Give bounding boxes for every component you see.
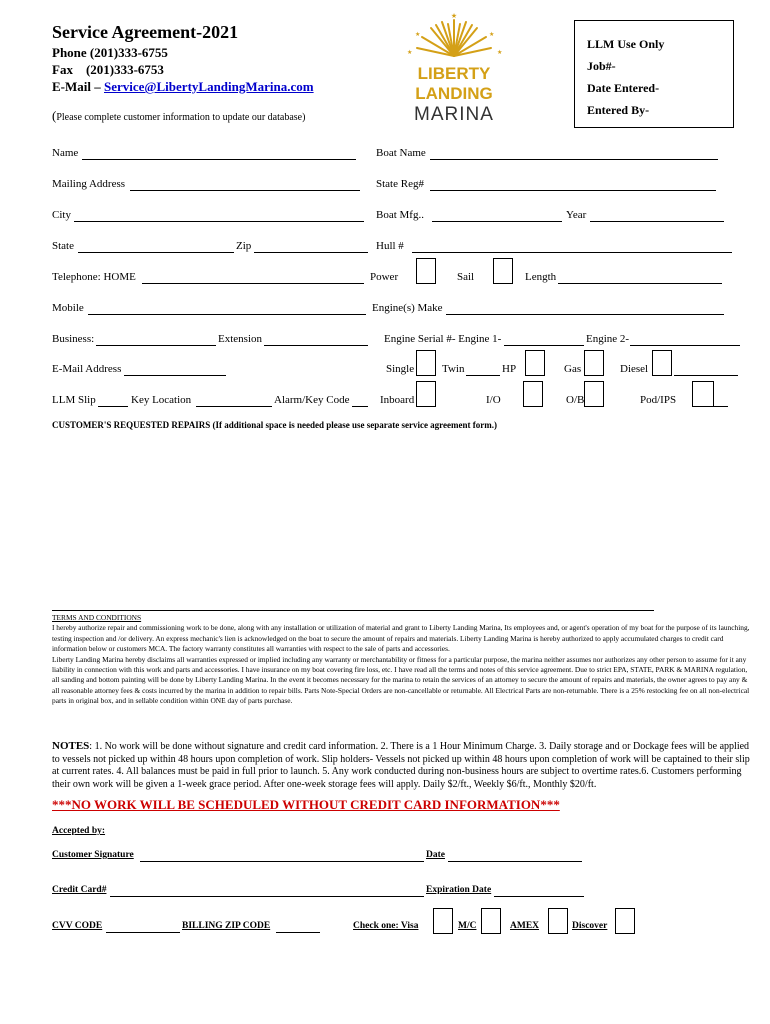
notes-label: NOTES (52, 740, 90, 752)
engine-serial-1-field[interactable] (504, 345, 584, 346)
inboard-label: Inboard (380, 394, 415, 406)
city-label: City (52, 209, 71, 221)
extension-label: Extension (218, 333, 262, 345)
mobile-field[interactable] (88, 314, 366, 315)
sunburst-logo-icon (395, 12, 513, 130)
requested-repairs-area[interactable] (52, 436, 732, 606)
customer-signature-field[interactable] (140, 861, 424, 862)
state-field[interactable] (78, 252, 234, 253)
state-reg-label: State Reg# (376, 178, 424, 190)
business-label: Business: (52, 333, 95, 345)
billing-zip-field[interactable] (276, 932, 320, 933)
amex-label: AMEX (510, 921, 540, 931)
billing-zip-label: BILLING ZIP CODE (182, 921, 271, 931)
terms-body-2: Liberty Landing Marina hereby disclaims all warranties expressed or implied including any warranty or merchantability or fitness for a particular purpose, the marina neither assumes nor authorizes any other person to assume for it any liability in connection with this work and parts and accessories. I have insurance on my boat covering fire loss, etc. I have read all the terms and notes of this service agreement. Due to strict EPA, STATE, PARK & MARINA regulation, all sanding and bottom painting will be done by Liberty Landing Marina. In the event it becomes necessary for the marina to retain the services of an attorney to secure the amount of repairs and materials, the owner agrees to pay any & all reasonable attorney fees & costs incurred by the marina in addition to repair bills. Parts Note-Special Orders are non-cancellable or returnable. All Electrical Parts are non-returnable. There is a 25% restocking fee on all non-electrical parts in original box, and in sellable condition within ONE day of parts purchase. (52, 654, 750, 706)
llm-slip-label: LLM Slip (52, 394, 96, 406)
engines-make-label: Engine(s) Make (372, 302, 443, 314)
liberty-landing-marina-logo (395, 12, 513, 130)
cvv-label: CVV CODE (52, 921, 103, 931)
alarm-code-field[interactable] (352, 406, 368, 407)
svg-text:★: ★ (497, 50, 503, 56)
notes-block (52, 740, 752, 791)
engine-serial-1-label: Engine Serial #- Engine 1- (384, 333, 502, 345)
check-one-visa-label: Check one: Visa (353, 921, 419, 931)
mc-checkbox[interactable] (481, 908, 501, 934)
inboard-checkbox[interactable] (416, 381, 436, 407)
state-reg-field[interactable] (430, 190, 716, 191)
io-label: I/O (486, 394, 501, 406)
mailing-label: Mailing Address (52, 178, 126, 190)
terms-block (52, 613, 752, 707)
hp-checkbox[interactable] (525, 350, 545, 376)
expiration-date-field[interactable] (494, 896, 584, 897)
length-label: Length (525, 271, 557, 283)
year-field[interactable] (590, 221, 724, 222)
boat-name-label: Boat Name (376, 147, 426, 159)
expiration-date-label: Expiration Date (426, 885, 492, 895)
page-title: Service Agreement-2021 (52, 22, 239, 42)
contact-block (52, 44, 314, 95)
ob-checkbox[interactable] (584, 381, 604, 407)
requested-repairs-heading: CUSTOMER'S REQUESTED REPAIRS (If additional space is needed please use separate service agreement form.) (52, 420, 497, 430)
engines-make-field[interactable] (446, 314, 724, 315)
length-field[interactable] (558, 283, 722, 284)
twin-label: Twin (442, 363, 465, 375)
phone-number: Phone (201)333-6755 (52, 45, 168, 60)
credit-card-label: Credit Card# (52, 885, 107, 895)
logo-line2: LANDING (415, 84, 493, 103)
repairs-separator-line (52, 610, 654, 611)
io-checkbox[interactable] (523, 381, 543, 407)
telephone-label: Telephone: HOME (52, 271, 136, 283)
zip-label: Zip (236, 240, 252, 252)
name-field[interactable] (82, 159, 356, 160)
pod-ips-label: Pod/IPS (640, 394, 677, 406)
business-field[interactable] (96, 345, 216, 346)
single-label: Single (386, 363, 415, 375)
gas-checkbox[interactable] (584, 350, 604, 376)
office-entered-by: Entered By- (587, 103, 650, 117)
year-label: Year (566, 209, 587, 221)
fax-number: Fax (201)333-6753 (52, 62, 164, 77)
power-checkbox[interactable] (416, 258, 436, 284)
customer-signature-label: Customer Signature (52, 850, 134, 860)
gas-label: Gas (564, 363, 582, 375)
discover-label: Discover (572, 921, 608, 931)
office-date-entered: Date Entered- (587, 81, 660, 95)
database-note: (Please complete customer information to update our database) (52, 108, 306, 123)
visa-checkbox[interactable] (433, 908, 453, 934)
credit-card-warning: ***NO WORK WILL BE SCHEDULED WITHOUT CREDIT CARD INFORMATION*** (52, 797, 560, 812)
zip-field[interactable] (254, 252, 368, 253)
discover-checkbox[interactable] (615, 908, 635, 934)
alarm-code-label: Alarm/Key Code (274, 394, 350, 406)
mobile-label: Mobile (52, 302, 84, 314)
mailing-field[interactable] (130, 190, 360, 191)
logo-line3: MARINA (414, 104, 494, 125)
notes-text: : 1. No work will be done without signature and credit card information. 2. There is a 1 Hour Minimum Charge. 3. Daily storage and or Dockage fees will be applied to vessels not picked up within 48 hours upon completion of work. Slip holders- Vessels not picked up within 48 hours upon completion of work will be captained to their slip at current rates. 4. All balances must be paid in full prior to launch. 5. Any work conducted during non-business hours are subject to overtime rates.6. Customers performing their own work will be given a 1-week grace period. After one-week storage fees will apply. Daily $2/ft., Weekly $6/ft., Monthly $20/ft. (52, 741, 750, 790)
engine-2-field[interactable] (630, 345, 740, 346)
logo-line1: LIBERTY (417, 64, 491, 83)
engine-2-label: Engine 2- (586, 333, 630, 345)
email-line: E-Mail – Service@LibertyLandingMarina.com (52, 79, 314, 94)
email-address-field[interactable] (124, 375, 226, 376)
extension-field[interactable] (264, 345, 368, 346)
key-location-label: Key Location (131, 394, 192, 406)
amex-checkbox[interactable] (548, 908, 568, 934)
accepted-by-label: Accepted by: (52, 826, 106, 836)
hp-label: HP (502, 363, 517, 375)
email-address-label: E-Mail Address (52, 363, 122, 375)
state-label: State (52, 240, 74, 252)
diesel-checkbox[interactable] (652, 350, 672, 376)
svg-text:★: ★ (407, 50, 413, 56)
key-location-field[interactable] (196, 406, 272, 407)
single-checkbox[interactable] (416, 350, 436, 376)
office-use-box (574, 20, 734, 128)
svg-text:★: ★ (415, 32, 421, 38)
twin-field[interactable] (466, 375, 500, 376)
diesel-field[interactable] (674, 375, 738, 376)
city-field[interactable] (74, 221, 364, 222)
cvv-field[interactable] (106, 932, 180, 933)
office-heading: LLM Use Only (587, 37, 665, 51)
svg-text:★: ★ (450, 12, 458, 20)
boat-mfg-label: Boat Mfg.. (376, 209, 424, 221)
credit-card-field[interactable] (110, 896, 424, 897)
ob-label: O/B (566, 394, 585, 406)
terms-heading: TERMS AND CONDITIONS (52, 613, 142, 622)
office-job: Job#- (587, 59, 616, 73)
sail-checkbox[interactable] (493, 258, 513, 284)
boat-mfg-field[interactable] (432, 221, 562, 222)
email-link[interactable]: Service@LibertyLandingMarina.com (104, 79, 314, 94)
llm-slip-field[interactable] (98, 406, 128, 407)
name-label: Name (52, 147, 79, 159)
power-label: Power (370, 271, 399, 283)
diesel-label: Diesel (620, 363, 649, 375)
pod-ips-checkbox[interactable] (692, 381, 714, 407)
boat-name-field[interactable] (430, 159, 718, 160)
pod-ips-field[interactable] (714, 406, 728, 407)
terms-body: I hereby authorize repair and commissioning work to be done, along with any installation or utilization of material and grant to Liberty Landing Marina, Its employees and, or agent's operation of my boat for the purpose of its launching, testing inspection and /or delivery. An express mechanic's lien is acknowledged on the boat to secure the amount of repairs and materials. Liberty Landing Marina is hereby authorized to apply accumulated charges to credit card information below or customers MCA. The factory warranty constitutes all warranties with respect to the sale of parts and accessories. (52, 623, 750, 654)
mc-label: M/C (458, 921, 477, 931)
hull-field[interactable] (412, 252, 732, 253)
svg-text:★: ★ (489, 32, 495, 38)
sail-label: Sail (457, 271, 475, 283)
telephone-field[interactable] (142, 283, 364, 284)
date-field[interactable] (448, 861, 582, 862)
hull-label: Hull # (376, 240, 404, 252)
date-label: Date (426, 850, 445, 860)
